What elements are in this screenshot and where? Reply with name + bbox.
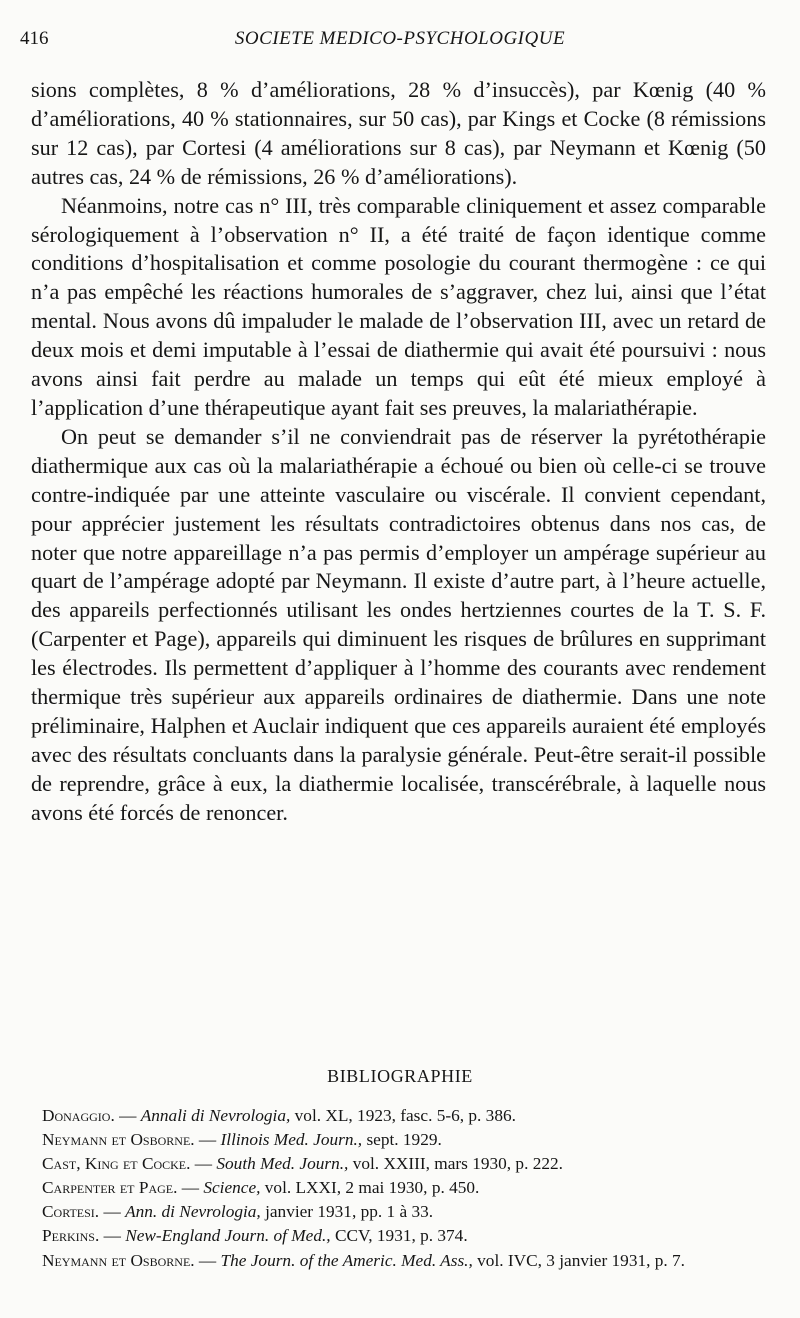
bibliography-entry: Neymann et Osborne. — The Journ. of the Americ. Med. Ass., vol. IVC, 3 janvier 1931, p. 7. bbox=[42, 1250, 685, 1270]
bib-authors: Donaggio. bbox=[42, 1106, 115, 1125]
bib-authors: Cast, King et Cocke. bbox=[42, 1154, 191, 1174]
bibliography-entry: Cast, King et Cocke. — South Med. Journ., vol. XXIII, mars 1930, p. 222. bbox=[42, 1154, 563, 1174]
body-text bbox=[31, 76, 766, 828]
bib-authors: Perkins. bbox=[42, 1226, 100, 1246]
page-header bbox=[0, 28, 800, 56]
running-head: SOCIETE MEDICO-PSYCHOLOGIQUE bbox=[234, 28, 566, 49]
bibliography-entry: Carpenter et Page. — Science, vol. LXXI, 2 mai 1930, p. 450. bbox=[42, 1178, 480, 1198]
bib-details: janvier 1931, pp. 1 à 33. bbox=[265, 1202, 434, 1222]
paragraph: On peut se demander s’il ne conviendrait pas de réserver la pyrétothérapie diathermique aux cas où la malariathérapie a échoué ou bien où celle-ci se trouve contre-indiquée par une atteinte vasculaire ou viscérale. Il convient cependant, pour apprécier justement les résultats contradictoires obtenus dans nos cas, de noter que notre appareillage n’a pas permis d’employer un ampérage supérieur au quart de l’ampérage adopté par Neymann. Il existe d’autre part, à l’heure actuelle, des appareils perfectionnés utilisant les ondes hertziennes courtes de la T. S. F. (Carpenter et Page), appareils qui diminuent les risques de brûlures en supprimant les électrodes. Ils permettent d’appliquer à l’homme des courants avec rendement thermique très supérieur aux appareils ordinaires de diathermie. Dans une note préliminaire, Halphen et Auclair indiquent que ces appareils auraient été employés avec des résultats concluants dans la paralysie générale. Peut-être serait-il possible de reprendre, grâce à eux, la diathermie localisée, transcérébrale, à laquelle nous avons été forcés de renoncer. bbox=[31, 423, 766, 825]
bib-journal: New-England Journ. of Med., bbox=[125, 1226, 331, 1246]
bib-authors: Neymann et Osborne. bbox=[42, 1130, 195, 1150]
bib-journal: Ann. di Nevrologia, bbox=[125, 1202, 261, 1222]
bib-authors: Carpenter et Page. bbox=[42, 1178, 178, 1198]
bibliography-entry: Neymann et Osborne. — Illinois Med. Journ., sept. 1929. bbox=[42, 1130, 442, 1150]
bib-details: vol. XL, 1923, fasc. 5-6, p. 386. bbox=[294, 1106, 516, 1125]
bib-details: vol. XXIII, mars 1930, p. 222. bbox=[352, 1154, 563, 1174]
bib-details: vol. IVC, 3 janvier 1931, p. 7. bbox=[477, 1250, 685, 1270]
bib-journal: Science, bbox=[203, 1178, 261, 1198]
bib-journal: Illinois Med. Journ., bbox=[220, 1130, 363, 1150]
bib-details: sept. 1929. bbox=[366, 1130, 442, 1150]
paragraph: Néanmoins, notre cas n° III, très comparable cliniquement et assez comparable sérologiquement à l’observation n° II, a été traité de façon identique comme conditions d’hospitalisation et comme posologie du courant thermogène : ce qui n’a pas empêché les réactions humorales de s’aggraver, chez lui, ainsi que l’état mental. Nous avons dû impaluder le malade de l’observation III, avec un retard de deux mois et demi imputable à l’essai de diathermie qui avait été poursuivi : nous avons ainsi fait perdre au malade un temps qui eût été mieux employé à l’application d’une thérapeutique ayant fait ses preuves, la malariathérapie. bbox=[31, 192, 766, 420]
bib-details: vol. LXXI, 2 mai 1930, p. 450. bbox=[264, 1178, 480, 1198]
bibliography-entry: Donaggio. — Annali di Nevrologia, vol. XL, 1923, fasc. 5-6, p. 386. bbox=[42, 1106, 516, 1125]
page-number: 416 bbox=[20, 28, 49, 49]
bib-details: CCV, 1931, p. 374. bbox=[334, 1226, 468, 1246]
bibliography-entry: Perkins. — New-England Journ. of Med., CCV, 1931, p. 374. bbox=[42, 1226, 468, 1246]
bibliography-entry: Cortesi. — Ann. di Nevrologia, janvier 1931, pp. 1 à 33. bbox=[42, 1202, 434, 1222]
bibliography-list bbox=[42, 1104, 780, 1273]
bib-journal: The Journ. of the Americ. Med. Ass., bbox=[220, 1250, 473, 1270]
bib-journal: Annali di Nevrologia, bbox=[140, 1106, 291, 1125]
bib-authors: Cortesi. bbox=[42, 1202, 100, 1222]
bibliography-title: BIBLIOGRAPHIE bbox=[327, 1066, 473, 1086]
bib-authors: Neymann et Osborne. bbox=[42, 1250, 195, 1270]
bib-journal: South Med. Journ., bbox=[216, 1154, 349, 1174]
paragraph: sions complètes, 8 % d’améliorations, 28 % d’insuccès), par Kœnig (40 % d’améliorations, 40 % stationnaires, sur 50 cas), par Kings et Cocke (8 rémissions sur 12 cas), par Cortesi (4 améliorations sur 8 cas), par Neymann et Kœnig (50 autres cas, 24 % de rémissions, 26 % d’améliorations). bbox=[31, 77, 766, 189]
